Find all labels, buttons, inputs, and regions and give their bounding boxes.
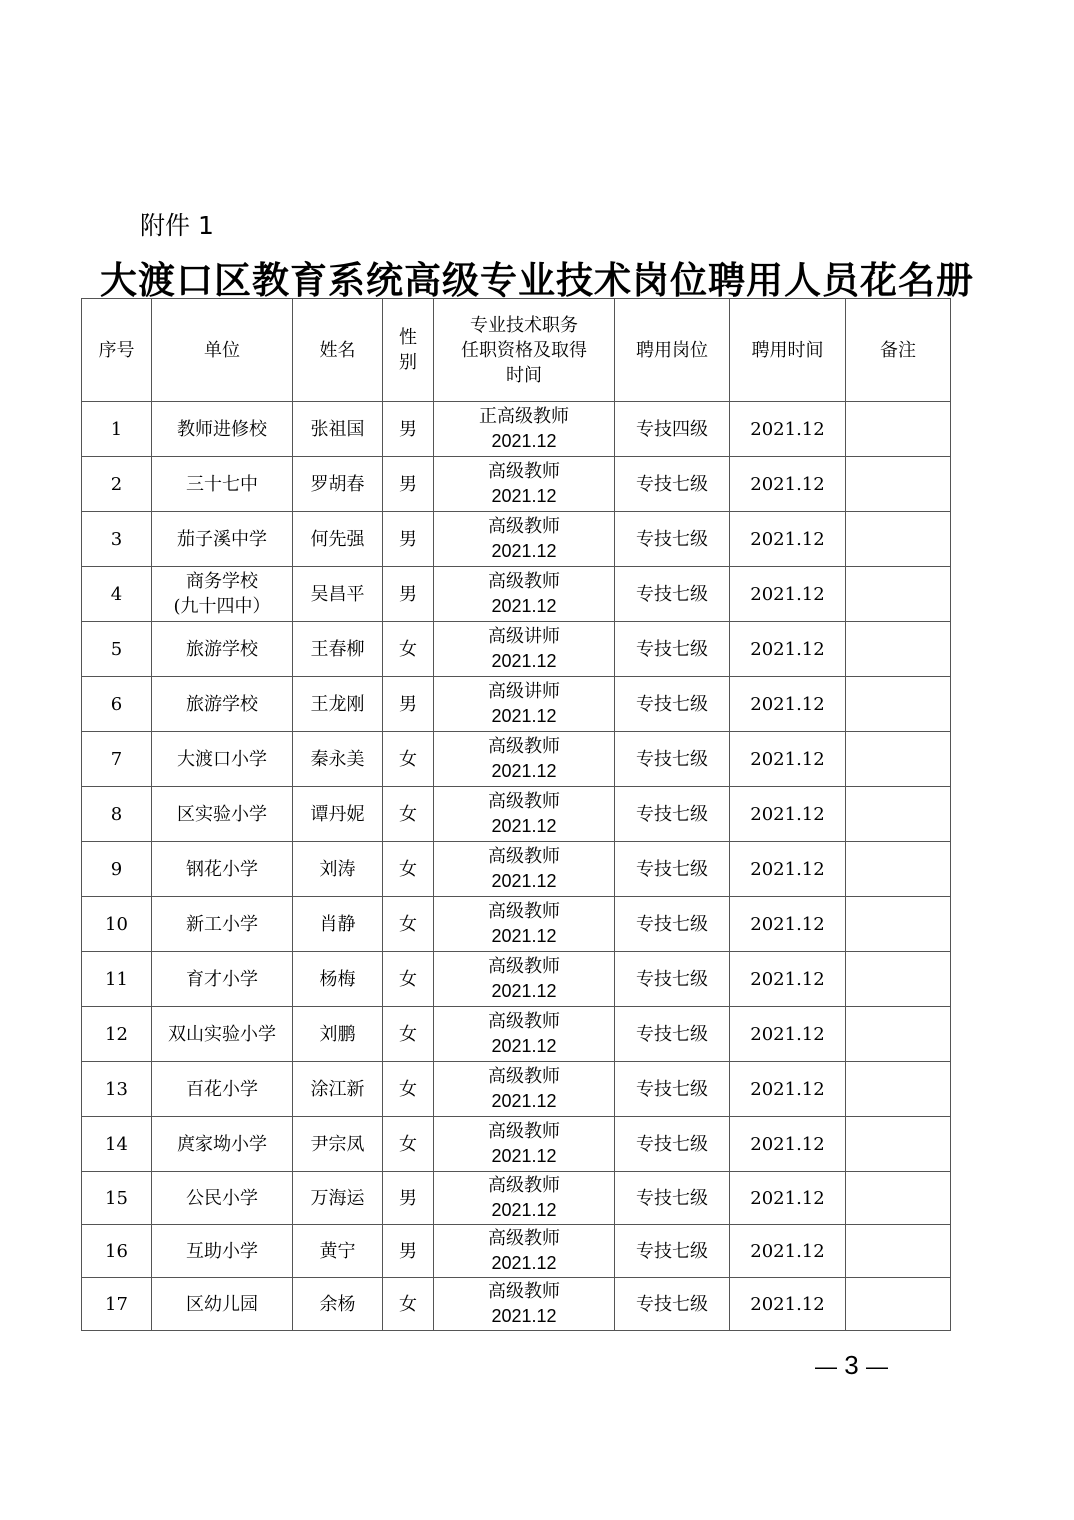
table-row [82, 842, 951, 897]
cell-qualification-title: 高级教师 [488, 791, 560, 812]
header-name: 姓名 [293, 299, 383, 402]
cell-qualification-title: 高级教师 [488, 516, 560, 537]
cell-name: 刘涛 [293, 842, 383, 897]
cell-qualification [434, 842, 615, 897]
cell-unit-line1: 商务学校 [186, 571, 258, 592]
cell-post: 专技七级 [615, 1278, 730, 1331]
cell-post: 专技七级 [615, 512, 730, 567]
cell-post: 专技七级 [615, 842, 730, 897]
cell-qualification-date: 2021.12 [491, 1306, 557, 1326]
cell-remarks [846, 952, 951, 1007]
cell-index: 12 [82, 1007, 152, 1062]
cell-name: 刘鹏 [293, 1007, 383, 1062]
cell-index: 3 [82, 512, 152, 567]
cell-index: 6 [82, 677, 152, 732]
cell-post: 专技四级 [615, 402, 730, 457]
cell-gender: 男 [383, 402, 434, 457]
cell-unit-line1: 百花小学 [186, 1078, 258, 1100]
cell-remarks [846, 402, 951, 457]
header-qual-line3: 时间 [506, 364, 542, 386]
cell-hire-time: 2021.12 [730, 677, 846, 732]
table-body [82, 402, 951, 1331]
cell-qualification-date: 2021.12 [491, 871, 557, 891]
cell-qualification [434, 1117, 615, 1172]
cell-unit-line1: 旅游学校 [186, 638, 258, 660]
cell-qualification-title: 高级教师 [488, 736, 560, 757]
table-row [82, 622, 951, 677]
cell-qualification-title: 高级教师 [488, 1228, 560, 1249]
cell-qualification-title: 高级教师 [488, 846, 560, 867]
cell-qualification-title: 高级教师 [488, 1281, 560, 1302]
cell-name: 尹宗凤 [293, 1117, 383, 1172]
cell-qualification-date: 2021.12 [491, 1036, 557, 1056]
cell-gender: 男 [383, 512, 434, 567]
cell-index: 16 [82, 1225, 152, 1278]
cell-unit-line1: 大渡口小学 [177, 748, 267, 770]
cell-remarks [846, 622, 951, 677]
cell-index: 4 [82, 567, 152, 622]
cell-unit-line1: 教师进修校 [177, 418, 267, 440]
cell-gender: 女 [383, 622, 434, 677]
roster-table [81, 298, 951, 1331]
cell-post: 专技七级 [615, 787, 730, 842]
cell-qualification [434, 1062, 615, 1117]
cell-post: 专技七级 [615, 952, 730, 1007]
cell-unit [152, 732, 293, 787]
cell-name: 谭丹妮 [293, 787, 383, 842]
cell-gender: 女 [383, 1062, 434, 1117]
table-row [82, 1172, 951, 1225]
cell-qualification-date: 2021.12 [491, 926, 557, 946]
cell-qualification-title: 高级教师 [488, 956, 560, 977]
cell-unit [152, 512, 293, 567]
cell-remarks [846, 1225, 951, 1278]
cell-gender: 女 [383, 787, 434, 842]
cell-qualification [434, 622, 615, 677]
cell-index: 15 [82, 1172, 152, 1225]
cell-unit-line1: 庹家坳小学 [177, 1133, 267, 1155]
table-row [82, 1117, 951, 1172]
cell-qualification [434, 567, 615, 622]
cell-unit-line1: 区实验小学 [177, 803, 267, 825]
header-post: 聘用岗位 [615, 299, 730, 402]
cell-gender: 女 [383, 1007, 434, 1062]
header-gender-line1: 性 [399, 327, 417, 348]
header-index: 序号 [82, 299, 152, 402]
table-row [82, 897, 951, 952]
cell-name: 张祖国 [293, 402, 383, 457]
page-number-value: 3 [844, 1350, 859, 1380]
header-qual-line1: 专业技术职务 [470, 314, 578, 336]
cell-unit-line1: 新工小学 [186, 913, 258, 935]
cell-unit-line1: 三十七中 [186, 473, 258, 495]
cell-gender: 女 [383, 842, 434, 897]
cell-hire-time: 2021.12 [730, 1117, 846, 1172]
header-qualification [434, 299, 615, 402]
cell-qualification-date: 2021.12 [491, 706, 557, 726]
cell-hire-time: 2021.12 [730, 1007, 846, 1062]
cell-qualification-date: 2021.12 [491, 486, 557, 506]
cell-post: 专技七级 [615, 732, 730, 787]
cell-qualification [434, 1225, 615, 1278]
cell-qualification [434, 1278, 615, 1331]
cell-qualification-title: 高级教师 [488, 1121, 560, 1142]
cell-qualification-date: 2021.12 [491, 1200, 557, 1220]
header-remarks: 备注 [846, 299, 951, 402]
page-dash-left: — [815, 1354, 837, 1379]
cell-unit-line1: 双山实验小学 [168, 1023, 276, 1045]
cell-index: 1 [82, 402, 152, 457]
cell-remarks [846, 1062, 951, 1117]
document-title: 大渡口区教育系统高级专业技术岗位聘用人员花名册 [100, 258, 974, 302]
cell-qualification [434, 1007, 615, 1062]
table-row [82, 1225, 951, 1278]
cell-unit-line1: 育才小学 [186, 968, 258, 990]
cell-remarks [846, 677, 951, 732]
table-row [82, 567, 951, 622]
cell-qualification-title: 高级教师 [488, 1175, 560, 1196]
cell-hire-time: 2021.12 [730, 622, 846, 677]
cell-qualification [434, 897, 615, 952]
cell-index: 13 [82, 1062, 152, 1117]
cell-hire-time: 2021.12 [730, 842, 846, 897]
cell-gender: 男 [383, 567, 434, 622]
cell-name: 余杨 [293, 1278, 383, 1331]
cell-remarks [846, 457, 951, 512]
cell-hire-time: 2021.12 [730, 897, 846, 952]
cell-post: 专技七级 [615, 622, 730, 677]
cell-hire-time: 2021.12 [730, 1225, 846, 1278]
table-row [82, 402, 951, 457]
table-row [82, 1062, 951, 1117]
cell-unit [152, 897, 293, 952]
cell-unit [152, 952, 293, 1007]
cell-unit [152, 1172, 293, 1225]
cell-remarks [846, 897, 951, 952]
cell-name: 万海运 [293, 1172, 383, 1225]
cell-index: 14 [82, 1117, 152, 1172]
cell-unit [152, 1117, 293, 1172]
cell-qualification [434, 787, 615, 842]
cell-gender: 男 [383, 677, 434, 732]
cell-qualification-title: 高级讲师 [488, 681, 560, 702]
cell-qualification-title: 高级教师 [488, 901, 560, 922]
cell-index: 8 [82, 787, 152, 842]
cell-remarks [846, 842, 951, 897]
cell-unit [152, 622, 293, 677]
cell-post: 专技七级 [615, 1172, 730, 1225]
cell-remarks [846, 1172, 951, 1225]
cell-name: 秦永美 [293, 732, 383, 787]
cell-qualification-date: 2021.12 [491, 541, 557, 561]
cell-post: 专技七级 [615, 1007, 730, 1062]
cell-unit [152, 1007, 293, 1062]
cell-unit-line1: 茄子溪中学 [177, 528, 267, 550]
cell-index: 7 [82, 732, 152, 787]
header-gender [383, 299, 434, 402]
cell-name: 何先强 [293, 512, 383, 567]
cell-qualification [434, 952, 615, 1007]
cell-unit [152, 567, 293, 622]
cell-post: 专技七级 [615, 1225, 730, 1278]
cell-name: 罗胡春 [293, 457, 383, 512]
cell-hire-time: 2021.12 [730, 1172, 846, 1225]
cell-qualification-date: 2021.12 [491, 431, 557, 451]
cell-index: 10 [82, 897, 152, 952]
cell-name: 王龙刚 [293, 677, 383, 732]
cell-index: 17 [82, 1278, 152, 1331]
cell-gender: 女 [383, 732, 434, 787]
cell-qualification-title: 高级讲师 [488, 626, 560, 647]
cell-qualification-title: 高级教师 [488, 571, 560, 592]
cell-qualification [434, 457, 615, 512]
cell-name: 肖静 [293, 897, 383, 952]
header-qual-line2: 任职资格及取得 [461, 339, 587, 361]
cell-unit-line1: 公民小学 [186, 1187, 258, 1209]
cell-remarks [846, 1117, 951, 1172]
cell-remarks [846, 787, 951, 842]
cell-hire-time: 2021.12 [730, 402, 846, 457]
table-header-row [82, 299, 951, 402]
cell-qualification-title: 高级教师 [488, 1011, 560, 1032]
cell-qualification [434, 1172, 615, 1225]
cell-remarks [846, 567, 951, 622]
cell-unit-line1: 钢花小学 [186, 858, 258, 880]
cell-gender: 女 [383, 1117, 434, 1172]
cell-unit [152, 402, 293, 457]
cell-unit [152, 1062, 293, 1117]
cell-unit [152, 457, 293, 512]
cell-gender: 女 [383, 1278, 434, 1331]
cell-hire-time: 2021.12 [730, 567, 846, 622]
cell-qualification-title: 高级教师 [488, 1066, 560, 1087]
cell-gender: 女 [383, 952, 434, 1007]
header-unit: 单位 [152, 299, 293, 402]
cell-gender: 男 [383, 457, 434, 512]
cell-qualification-date: 2021.12 [491, 816, 557, 836]
cell-hire-time: 2021.12 [730, 512, 846, 567]
page-number [815, 1350, 888, 1381]
cell-unit [152, 1225, 293, 1278]
table-row [82, 1007, 951, 1062]
cell-unit-line1: 互助小学 [186, 1240, 258, 1262]
cell-unit-line1: 区幼儿园 [186, 1293, 258, 1315]
cell-qualification-title: 正高级教师 [479, 406, 569, 427]
cell-hire-time: 2021.12 [730, 1062, 846, 1117]
cell-name: 杨梅 [293, 952, 383, 1007]
cell-gender: 男 [383, 1172, 434, 1225]
table-row [82, 677, 951, 732]
header-gender-line2: 别 [399, 352, 417, 373]
cell-unit [152, 842, 293, 897]
cell-qualification [434, 732, 615, 787]
cell-hire-time: 2021.12 [730, 457, 846, 512]
cell-unit [152, 1278, 293, 1331]
cell-qualification-date: 2021.12 [491, 651, 557, 671]
cell-hire-time: 2021.12 [730, 1278, 846, 1331]
cell-remarks [846, 1278, 951, 1331]
cell-name: 吴昌平 [293, 567, 383, 622]
cell-gender: 男 [383, 1225, 434, 1278]
table-row [82, 457, 951, 512]
table-row [82, 512, 951, 567]
cell-hire-time: 2021.12 [730, 952, 846, 1007]
attachment-label: 附件 1 [140, 211, 214, 240]
cell-index: 5 [82, 622, 152, 677]
cell-unit-line1: 旅游学校 [186, 693, 258, 715]
cell-name: 王春柳 [293, 622, 383, 677]
cell-name: 涂江新 [293, 1062, 383, 1117]
cell-name: 黄宁 [293, 1225, 383, 1278]
cell-index: 9 [82, 842, 152, 897]
cell-index: 11 [82, 952, 152, 1007]
page-dash-right: — [865, 1354, 888, 1379]
cell-qualification-date: 2021.12 [491, 761, 557, 781]
cell-post: 专技七级 [615, 567, 730, 622]
cell-qualification-date: 2021.12 [491, 1253, 557, 1273]
cell-remarks [846, 512, 951, 567]
cell-unit [152, 787, 293, 842]
cell-qualification-title: 高级教师 [488, 461, 560, 482]
cell-hire-time: 2021.12 [730, 732, 846, 787]
cell-index: 2 [82, 457, 152, 512]
cell-qualification-date: 2021.12 [491, 596, 557, 616]
cell-post: 专技七级 [615, 677, 730, 732]
header-hire-time: 聘用时间 [730, 299, 846, 402]
cell-unit [152, 677, 293, 732]
table-row [82, 787, 951, 842]
cell-post: 专技七级 [615, 1117, 730, 1172]
cell-remarks [846, 1007, 951, 1062]
cell-qualification [434, 512, 615, 567]
cell-qualification-date: 2021.12 [491, 1091, 557, 1111]
cell-qualification-date: 2021.12 [491, 1146, 557, 1166]
cell-unit-line2: (九十四中） [173, 596, 271, 617]
table-row [82, 952, 951, 1007]
cell-qualification [434, 402, 615, 457]
cell-gender: 女 [383, 897, 434, 952]
table-row [82, 732, 951, 787]
cell-remarks [846, 732, 951, 787]
cell-post: 专技七级 [615, 897, 730, 952]
table-row [82, 1278, 951, 1331]
cell-post: 专技七级 [615, 457, 730, 512]
cell-qualification-date: 2021.12 [491, 981, 557, 1001]
cell-hire-time: 2021.12 [730, 787, 846, 842]
cell-qualification [434, 677, 615, 732]
cell-post: 专技七级 [615, 1062, 730, 1117]
